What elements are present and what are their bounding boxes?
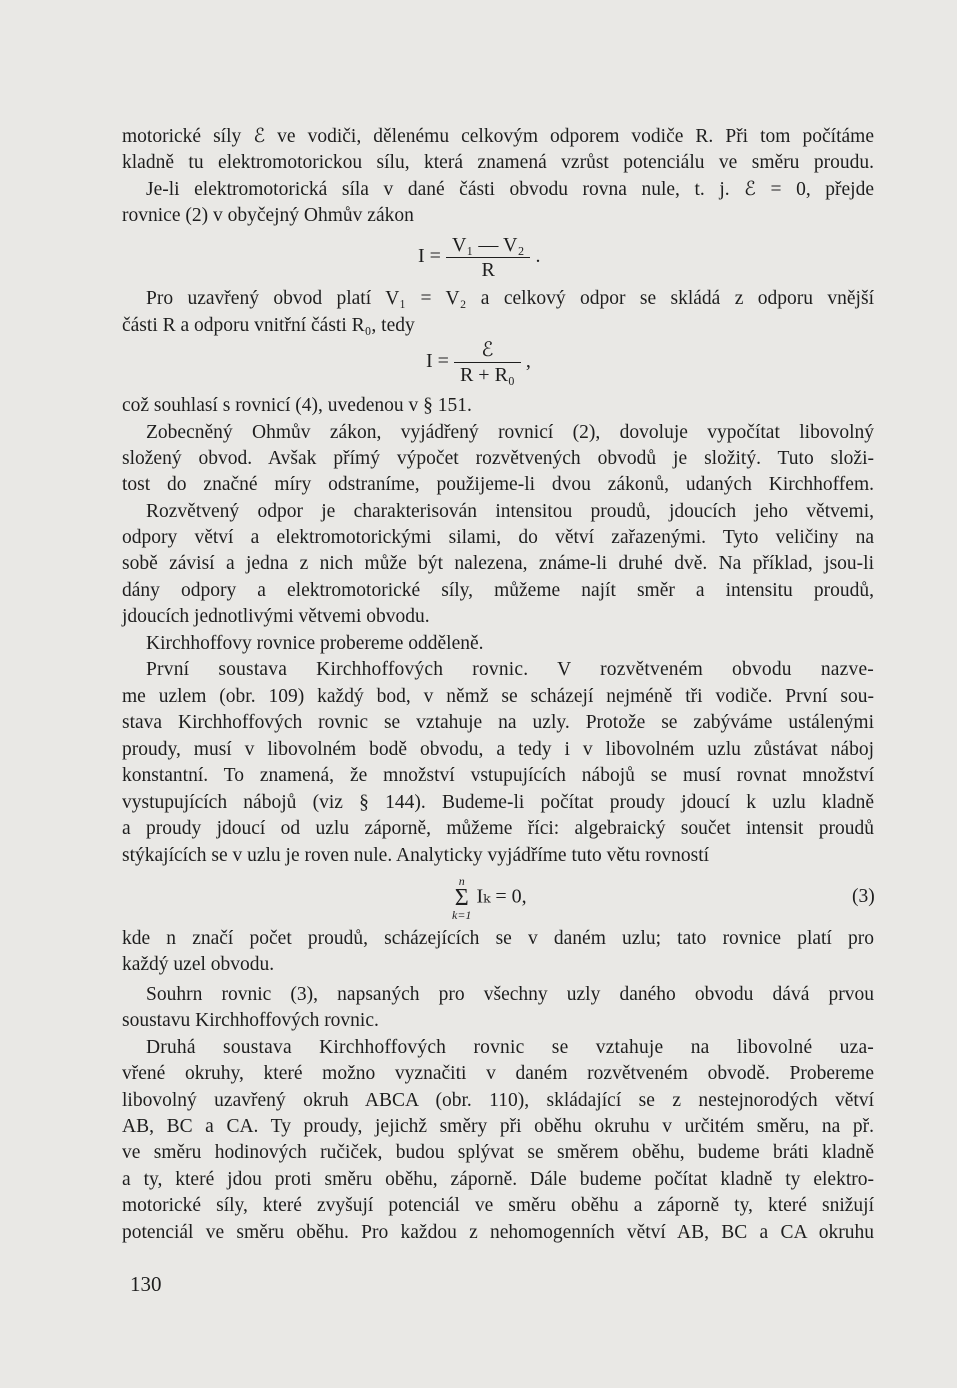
fraction-numerator: V₁ — V₂ bbox=[446, 233, 530, 258]
text-line: odpory větví a elektromotorickými silami, do větví zařazenými. Tyto veličiny na bbox=[122, 527, 874, 548]
fraction bbox=[446, 233, 530, 282]
text-line: motorické síly ℰ ve vodiči, dělenému celkovým odporem vodiče R. Při tom počítáme bbox=[122, 126, 874, 147]
text-line: a ty, které jdou proti směru oběhu, záporně. Dále budeme počítat kladně ty elektro- bbox=[122, 1169, 874, 1190]
section-heading-line: Druhá soustava Kirchhoffových rovnic se vztahuje na libovolné uza- bbox=[146, 1037, 874, 1058]
section-heading-line: První soustava Kirchhoffových rovnic. V rozvětveném obvodu nazve- bbox=[146, 659, 874, 680]
text-line: motorické síly, které zvyšují potenciál ve směru oběhu a záporně ty, které snižují bbox=[122, 1195, 874, 1216]
text-line: ve směru hodinových ručiček, budou splývat se směrem oběhu, budeme bráti kladně bbox=[122, 1142, 874, 1163]
text-line: dány odpory a elektromotorické síly, můžeme najít směr a intensitu proudů, bbox=[122, 580, 874, 601]
formula-ohm-law bbox=[418, 233, 540, 282]
text-line: Zobecněný Ohmův zákon, vyjádřený rovnicí (2), dovoluje vypočítat libovolný bbox=[146, 422, 874, 443]
sigma-glyph: Σ bbox=[454, 885, 469, 911]
text-line: kde n značí počet proudů, scházejících se v daném uzlu; tato rovnice platí pro bbox=[122, 928, 874, 949]
text-line: jdoucích jednotlivými větvemi obvodu. bbox=[122, 606, 430, 627]
text-line: každý uzel obvodu. bbox=[122, 954, 275, 975]
formula-body: Iₖ = 0, bbox=[476, 885, 527, 908]
text-line: proudy, musí v libovolném bodě obvodu, a tedy i v libovolném uzlu zůstávat náboj bbox=[122, 739, 874, 760]
text-line: Pro uzavřený obvod platí V₁ = V₂ a celkový odpor se skládá z odporu vnější bbox=[146, 288, 874, 309]
formula-tail: . bbox=[535, 245, 541, 268]
sum-lower-limit: k=1 bbox=[452, 908, 472, 922]
equation-number: (3) bbox=[852, 886, 875, 907]
formula-lhs: I = bbox=[426, 350, 449, 373]
formula-closed-circuit bbox=[426, 338, 531, 387]
text-line: kladně tu elektromotorickou sílu, která znamená vzrůst potenciálu ve směru proudu. bbox=[122, 152, 874, 173]
text-line: složený obvod. Avšak přímý výpočet rozvětvených obvodů je složitý. Tuto složi- bbox=[122, 448, 874, 469]
fraction bbox=[454, 338, 521, 387]
text-line: rovnice (2) v obyčejný Ohmův zákon bbox=[122, 205, 414, 226]
fraction-denominator: R + R₀ bbox=[459, 364, 515, 386]
text-line: sobě závisí a jedna z nich může být nalezena, známe-li druhé dvě. Na příklad, jsou-li bbox=[122, 553, 874, 574]
text-line: Rozvětvený odpor je charakterisován intensitou proudů, jdoucích jeho větvemi, bbox=[146, 501, 874, 522]
text-line: a proudy jdoucí od uzlu záporně, můžeme říci: algebraický součet intensit proudů bbox=[122, 818, 874, 839]
text-line: stýkajících se v uzlu je roven nule. Analyticky vyjádříme tuto větu rovností bbox=[122, 845, 710, 866]
text-line: Souhrn rovnic (3), napsaných pro všechny uzly daného obvodu dává prvou bbox=[146, 984, 874, 1005]
text-line: AB, BC a CA. Ty proudy, jejichž směry při oběhu okruhu v určitém směru, na př. bbox=[122, 1116, 874, 1137]
text-line: tost do značné míry odstraníme, použijeme-li dvou zákonů, udaných Kirchhoffem. bbox=[122, 474, 874, 495]
text-line: části R a odporu vnitřní části R₀, tedy bbox=[122, 315, 415, 336]
text-line: konstantní. To znamená, že množství vstupujících nábojů se musí rovnat množství bbox=[122, 765, 874, 786]
text-line: stava Kirchhoffových rovnic se vztahuje na uzly. Protože se zabýváme ustálenými bbox=[122, 712, 874, 733]
fraction-denominator: R bbox=[481, 259, 495, 281]
formula-lhs: I = bbox=[418, 245, 441, 268]
summation-symbol bbox=[452, 874, 471, 922]
text-line: vřené okruhy, které možno vyznačiti v daném rozvětveném obvodě. Probereme bbox=[122, 1063, 874, 1084]
text-line: vystupujících nábojů (viz § 144). Budeme-li počítat proudy jdoucí k uzlu kladně bbox=[122, 792, 874, 813]
fraction-numerator: ℰ bbox=[454, 338, 521, 363]
text-line: Je-li elektromotorická síla v dané části obvodu rovna nule, t. j. ℰ = 0, přejde bbox=[146, 179, 874, 200]
text-line: což souhlasí s rovnicí (4), uvedenou v § 151. bbox=[122, 395, 472, 416]
formula-tail: , bbox=[525, 350, 531, 373]
page-number: 130 bbox=[130, 1272, 162, 1296]
text-line: libovolný uzavřený okruh ABCA (obr. 110), skládající se z nestejnorodých větví bbox=[122, 1090, 874, 1111]
text-line: Kirchhoffovy rovnice probereme odděleně. bbox=[146, 633, 484, 654]
text-line: me uzlem (obr. 109) každý bod, v němž se scházejí nejméně tři vodiče. První sou- bbox=[122, 686, 874, 707]
formula-kirchhoff-first bbox=[452, 874, 527, 922]
text-line: potenciál ve směru oběhu. Pro každou z nehomogenních větví AB, BC a CA okruhu bbox=[122, 1222, 874, 1243]
text-line: soustavu Kirchhoffových rovnic. bbox=[122, 1010, 379, 1031]
sum-upper-limit: n bbox=[458, 874, 465, 888]
